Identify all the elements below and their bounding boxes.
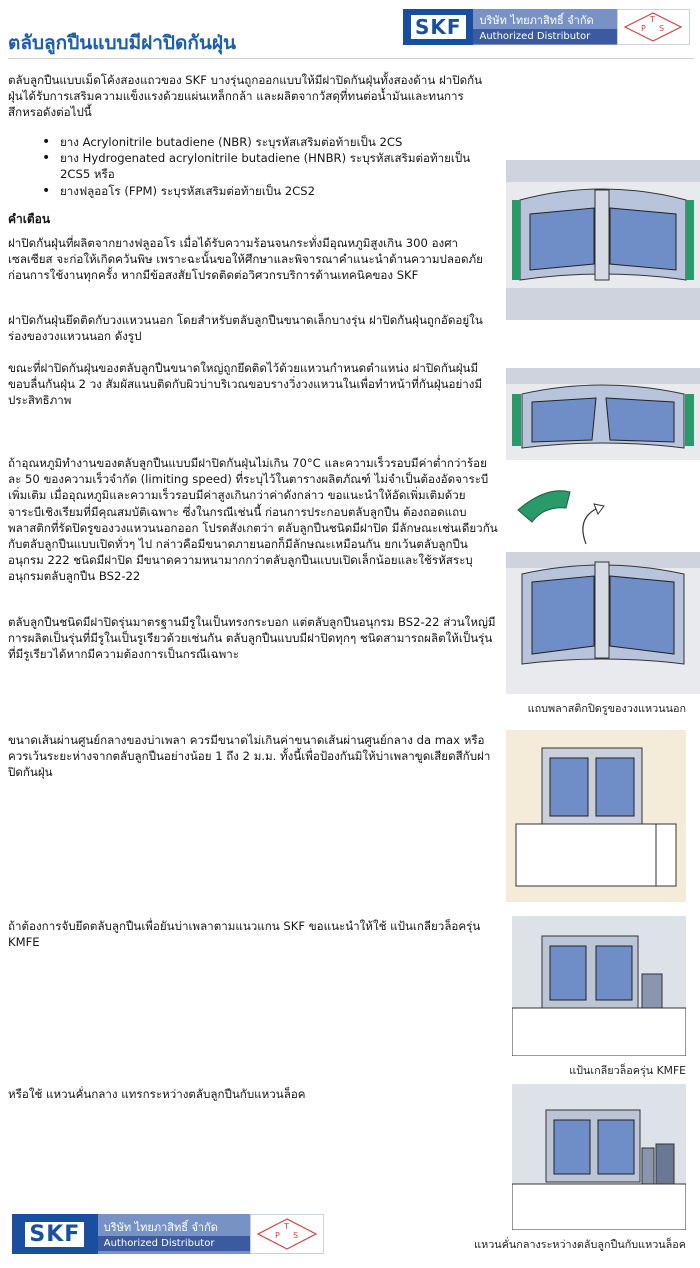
shaft-shoulder-icon bbox=[506, 730, 686, 902]
kmfe-paragraph: ถ้าต้องการจับยึดตลับลูกปืนเพื่อยันบ่าเพลาตามแนวแกน SKF ขอแนะนำให้ใช้ แป้นเกลียวล็อครุ่น KMFE bbox=[8, 919, 481, 950]
pts-seal bbox=[617, 9, 690, 45]
warning-heading: คำเตือน bbox=[8, 212, 51, 226]
skf-logo: SKF bbox=[12, 1214, 98, 1254]
distributor-label bbox=[473, 9, 616, 45]
spacer-ring-figure bbox=[512, 1084, 686, 1230]
list-item: • ยางฟลูออโร (FPM) ระบุรหัสเสริมต่อท้ายเป็น 2CS2 bbox=[36, 183, 496, 199]
list-item: • ยาง Acrylonitrile butadiene (NBR) ระบุรหัสเสริมต่อท้ายเป็น 2CS bbox=[36, 134, 496, 150]
spacer-ring-icon bbox=[512, 1084, 686, 1230]
footer-logo bbox=[12, 1214, 324, 1254]
kmfe-figure bbox=[512, 916, 686, 1056]
svg-text:P: P bbox=[641, 24, 647, 33]
page-title: ตลับลูกปืนแบบมีฝาปิดกันฝุ่น bbox=[8, 32, 236, 54]
small-bearing-paragraph: ฝาปิดกันฝุ่นยึดติดกับวงแหวนนอก โดยสำหรับตลับลูกปืนขนาดเล็กบางรุ่น ฝาปิดกันฝุ่นถูกอัดอยู่ในร่องของวงแหวนนอก ดังรูป bbox=[8, 313, 483, 344]
distributor-tagline: Authorized Distributor bbox=[473, 29, 616, 44]
standard-bore-paragraph: ตลับลูกปืนชนิดมีฝาปิดรุ่นมาตรฐานมีรูในเป็นทรงกระบอก แต่ตลับลูกปืนอนุกรม BS2-22 ส่วนใหญ่มีการผลิตเป็นรุ่นที่มีรูในเป็นรูเรียวด้วยเช่นกัน ตลับลูกปืนแบบมีฝาปิดทุกๆ ชนิดสามารถผลิตให้เป็นรุ่นที่มีรูเรียวได้หากมีความต้องการเป็นกรณีเฉพาะ bbox=[8, 615, 496, 662]
plastic-strip-caption: แถบพลาสติกปิดรูของวงแหวนนอก bbox=[527, 702, 686, 715]
svg-text:S: S bbox=[659, 24, 665, 33]
bearing-seal-icon bbox=[506, 160, 700, 320]
bearing-seal-large-icon bbox=[506, 368, 700, 460]
svg-text:T: T bbox=[283, 1222, 289, 1231]
kmfe-locknut-icon bbox=[512, 916, 686, 1056]
distributor-tagline: Authorized Distributor bbox=[98, 1236, 250, 1251]
svg-text:S: S bbox=[292, 1231, 299, 1240]
shaft-shoulder-figure bbox=[506, 730, 686, 902]
seal-figure-large bbox=[506, 368, 700, 460]
svg-text:T: T bbox=[650, 15, 656, 24]
intro-paragraph: ตลับลูกปืนแบบเม็ดโค้งสองแถวของ SKF บางรุ่นถูกออกแบบให้มีฝาปิดกันฝุ่นทั้งสองด้าน ฝาปิดกันฝุ่นได้รับการเสริมความแข็งแรงด้วยแผ่นเหล็กกล้า และผลิตจากวัสดุที่ทนต่อน้ำมันและทนการสึกหรอดังต่อไปนี้ bbox=[8, 73, 483, 120]
warning-paragraph: ฝาปิดกันฝุ่นที่ผลิตจากยางฟลูออโร เมื่อได้รับความร้อนจนกระทั่งมีอุณหภูมิสูงเกิน 300 องศาเซลเซียส จะก่อให้เกิดควันพิษ เพราะฉะนั้นขอให้ศึกษาและพิจารณาคำแนะนำด้านความปลอดภัยก่อนการใช้งานทุกครั้ง หากมีข้อสงสัยโปรดติดต่อวิศวกรบริการด้านเทคนิคของ SKF bbox=[8, 236, 483, 283]
company-name: บริษัท ไทยภาสิทธิ์ จำกัด bbox=[103, 1220, 218, 1234]
company-name: บริษัท ไทยภาสิทธิ์ จำกัด bbox=[479, 13, 594, 27]
spacer-ring-paragraph: หรือใช้ แหวนคั่นกลาง แทรกระหว่างตลับลูกปืนกับแหวนล็อค bbox=[8, 1087, 306, 1101]
kmfe-caption: แป้นเกลียวล็อครุ่น KMFE bbox=[569, 1064, 686, 1077]
title-divider bbox=[8, 58, 694, 59]
header-logo bbox=[403, 9, 690, 45]
spacer-ring-caption: แหวนคั่นกลางระหว่างตลับลูกปืนกับแหวนล็อค bbox=[474, 1238, 686, 1251]
pts-diamond-icon bbox=[623, 12, 683, 42]
svg-text:P: P bbox=[274, 1231, 280, 1240]
large-bearing-paragraph: ขณะที่ฝาปิดกันฝุ่นของตลับลูกปืนขนาดใหญ่ถูกยึดติดไว้ด้วยแหวนกำหนดตำแหน่ง ฝาปิดกันฝุ่นมีขอบลื่นกันฝุ่น 2 วง สัมผัสแนบติดกับผิวบ่าบริเวณขอบรางวิ่งวงแหวนในเพื่อทำหน้าที่กันฝุ่นอย่างมีประสิทธิภาพ bbox=[8, 361, 483, 408]
seal-figure-small bbox=[506, 160, 700, 320]
pts-seal bbox=[250, 1214, 324, 1254]
temperature-paragraph: ถ้าอุณหภูมิทำงานของตลับลูกปืนแบบมีฝาปิดกันฝุ่นไม่เกิน 70°C และความเร็วรอบมีค่าต่ำกว่าร้อยละ 50 ของความเร็วจำกัด (limiting speed) ที่ระบุไว้ในตารางผลิตภัณฑ์ ไม่จำเป็นต้องอัดจาระบีเพิ่มเติม เมื่ออุณหภูมิและความเร็วรอบมีค่าสูงเกินกว่าค่าดังกล่าว ขอแนะนำให้อัดเพิ่มเติมด้วยจาระบีเชิงเรียมที่มีคุณสมบัติเฉพาะ ซึ่งในกรณีเช่นนี้ ก่อนการประกอบตลับลูกปืน ต้องถอดแถบพลาสติกที่รัดปิดรูของวงแหวนนอกออก โปรดสังเกตว่า ตลับลูกปืนชนิดมีฝาปิด มีลักษณะเช่นเดียวกันกับตลับลูกปืนแบบเปิดทั่วๆ ไป กล่าวคือมีขนาดภายนอกก็มีลักษณะเหมือนกัน ยกเว้นตลับลูกปืนอนุกรม 222 ชนิดมีฝาปิด มีขนาดความหนามากกว่าตลับลูกปืนแบบเปิดเล็กน้อยและใช้รหัสระบุอนุกรมตลับลูกปืน BS2-22 bbox=[8, 456, 498, 584]
list-item: • ยาง Hydrogenated acrylonitrile butadiene (HNBR) ระบุรหัสเสริมต่อท้ายเป็น 2CS5 หรือ bbox=[36, 150, 496, 182]
pts-diamond-icon bbox=[256, 1218, 318, 1250]
skf-logo: SKF bbox=[403, 9, 473, 45]
shaft-shoulder-paragraph: ขนาดเส้นผ่านศูนย์กลางของบ่าเพลา ควรมีขนาดไม่เกินค่าขนาดเส้นผ่านศูนย์กลาง da max หรือควรเว้นระยะห่างจากตลับลูกปืนอย่างน้อย 1 ถึง 2 ม.ม. ทั้งนี้เพื่อป้องกันมิให้บ่าเพลาขูดเสียดสีกับฝาปิดกันฝุ่น bbox=[8, 733, 491, 780]
plastic-strip-figure bbox=[506, 478, 700, 694]
distributor-label bbox=[98, 1214, 250, 1254]
materials-list bbox=[36, 134, 496, 199]
plastic-strip-icon bbox=[506, 478, 700, 694]
